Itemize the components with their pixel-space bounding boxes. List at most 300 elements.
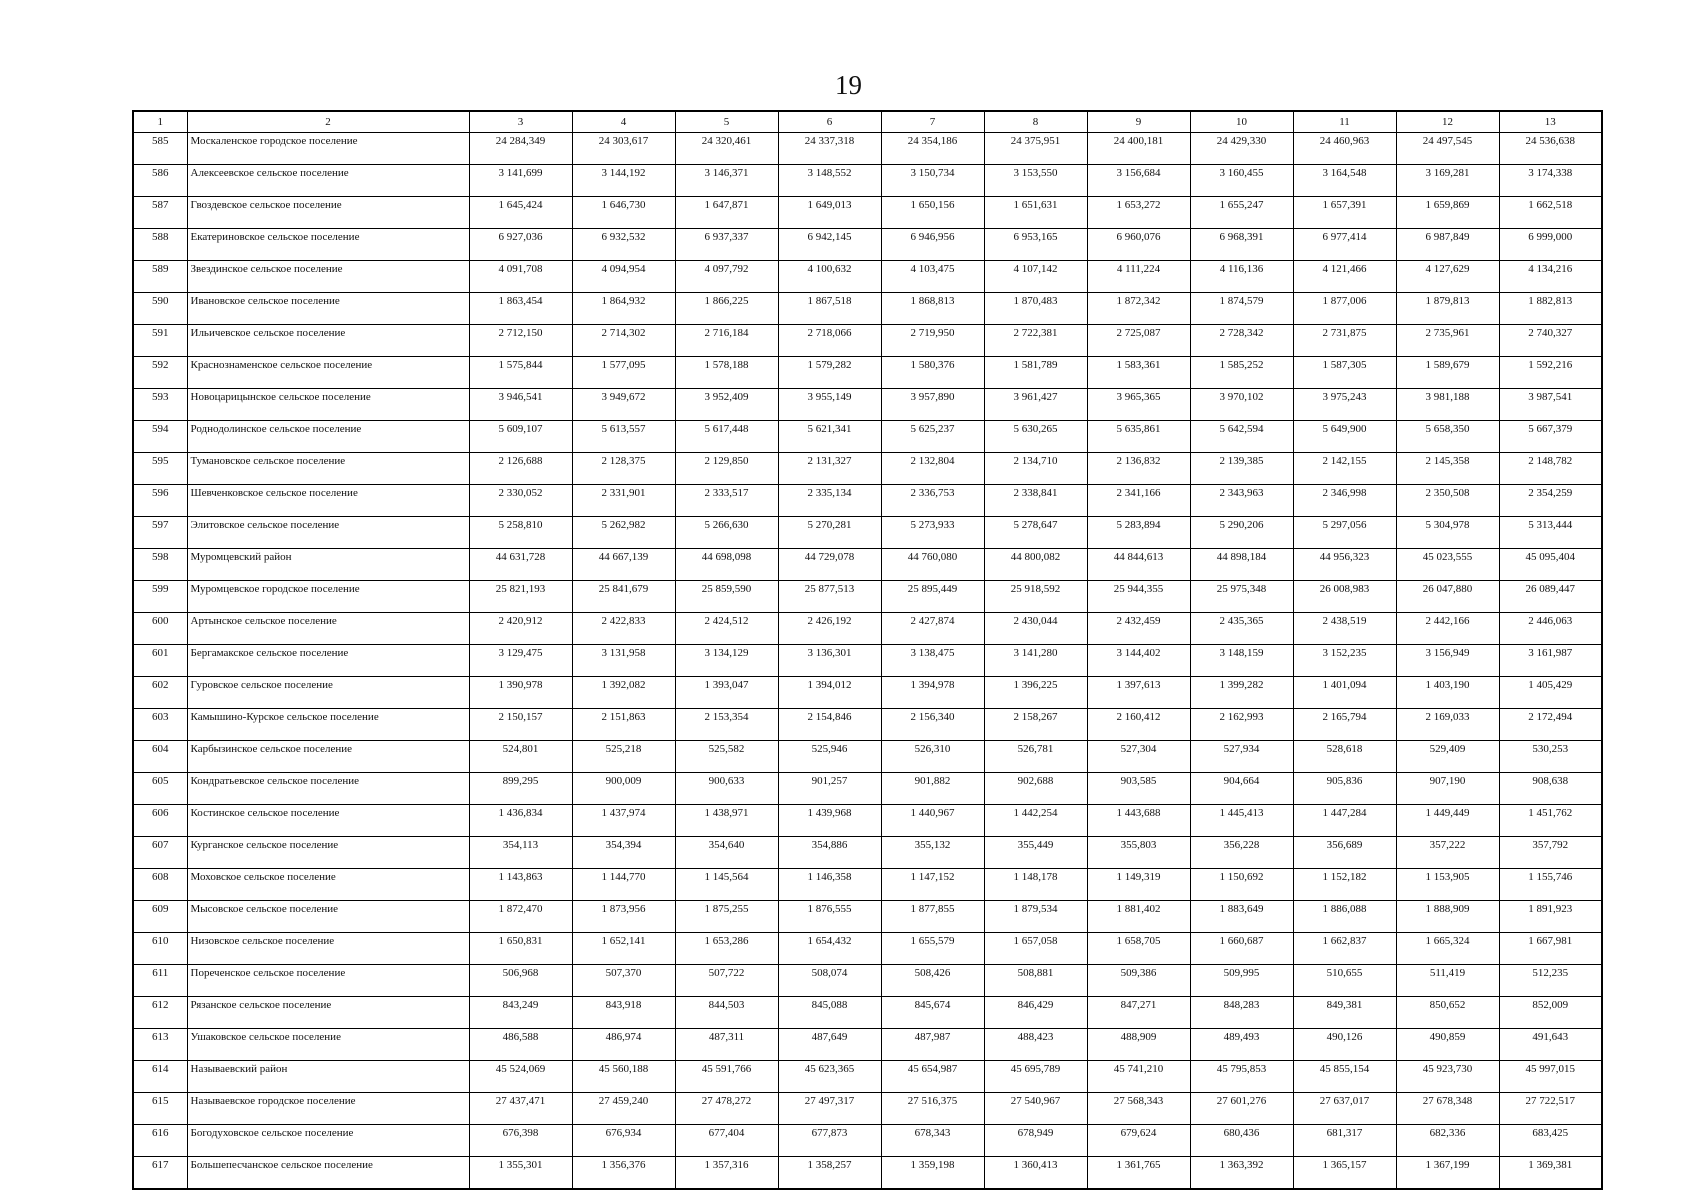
- row-number: 596: [133, 485, 187, 517]
- value-cell: 1 396,225: [984, 677, 1087, 709]
- value-cell: 24 460,963: [1293, 133, 1396, 165]
- page-number: 19: [835, 70, 862, 100]
- value-cell: 4 111,224: [1087, 261, 1190, 293]
- value-cell: 6 968,391: [1190, 229, 1293, 261]
- value-cell: 4 134,216: [1499, 261, 1602, 293]
- value-cell: 3 131,958: [572, 645, 675, 677]
- value-cell: 1 655,579: [881, 933, 984, 965]
- value-cell: 5 658,350: [1396, 421, 1499, 453]
- value-cell: 27 437,471: [469, 1093, 572, 1125]
- value-cell: 44 667,139: [572, 549, 675, 581]
- table-row: [133, 229, 1602, 261]
- table-row: [133, 869, 1602, 901]
- value-cell: 904,664: [1190, 773, 1293, 805]
- value-cell: 3 152,235: [1293, 645, 1396, 677]
- header-cell: 3: [469, 111, 572, 133]
- settlement-name: Ушаковское сельское поселение: [187, 1029, 469, 1061]
- value-cell: 2 712,150: [469, 325, 572, 357]
- value-cell: 1 437,974: [572, 805, 675, 837]
- settlement-name: Карбызинское сельское поселение: [187, 741, 469, 773]
- value-cell: 1 360,413: [984, 1157, 1087, 1190]
- settlement-name: Моховское сельское поселение: [187, 869, 469, 901]
- value-cell: 3 136,301: [778, 645, 881, 677]
- value-cell: 2 335,134: [778, 485, 881, 517]
- settlement-name: Кондратьевское сельское поселение: [187, 773, 469, 805]
- value-cell: 2 438,519: [1293, 613, 1396, 645]
- table-row: [133, 773, 1602, 805]
- value-cell: 2 740,327: [1499, 325, 1602, 357]
- value-cell: 1 359,198: [881, 1157, 984, 1190]
- table-row: [133, 549, 1602, 581]
- value-cell: 680,436: [1190, 1125, 1293, 1157]
- value-cell: 44 729,078: [778, 549, 881, 581]
- row-number: 600: [133, 613, 187, 645]
- value-cell: 5 649,900: [1293, 421, 1396, 453]
- value-cell: 525,582: [675, 741, 778, 773]
- value-cell: 676,398: [469, 1125, 572, 1157]
- settlement-name: Артынское сельское поселение: [187, 613, 469, 645]
- value-cell: 508,881: [984, 965, 1087, 997]
- value-cell: 1 652,141: [572, 933, 675, 965]
- value-cell: 1 872,470: [469, 901, 572, 933]
- value-cell: 45 997,015: [1499, 1061, 1602, 1093]
- value-cell: 25 859,590: [675, 581, 778, 613]
- value-cell: 1 646,730: [572, 197, 675, 229]
- value-cell: 1 665,324: [1396, 933, 1499, 965]
- settlement-name: Новоцарицынское сельское поселение: [187, 389, 469, 421]
- value-cell: 1 443,688: [1087, 805, 1190, 837]
- value-cell: 3 138,475: [881, 645, 984, 677]
- settlement-name: Пореченское сельское поселение: [187, 965, 469, 997]
- value-cell: 2 330,052: [469, 485, 572, 517]
- value-cell: 1 393,047: [675, 677, 778, 709]
- value-cell: 5 635,861: [1087, 421, 1190, 453]
- value-cell: 3 164,548: [1293, 165, 1396, 197]
- settlement-name: Гвоздевское сельское поселение: [187, 197, 469, 229]
- value-cell: 3 148,552: [778, 165, 881, 197]
- value-cell: 2 162,993: [1190, 709, 1293, 741]
- value-cell: 1 447,284: [1293, 805, 1396, 837]
- value-cell: 1 863,454: [469, 293, 572, 325]
- row-number: 605: [133, 773, 187, 805]
- settlement-name: Называевский район: [187, 1061, 469, 1093]
- settlement-name: Богодуховское сельское поселение: [187, 1125, 469, 1157]
- value-cell: 1 659,869: [1396, 197, 1499, 229]
- value-cell: 45 023,555: [1396, 549, 1499, 581]
- value-cell: 908,638: [1499, 773, 1602, 805]
- table-row: [133, 1093, 1602, 1125]
- value-cell: 508,426: [881, 965, 984, 997]
- settlement-name: Камышино-Курское сельское поселение: [187, 709, 469, 741]
- value-cell: 1 875,255: [675, 901, 778, 933]
- row-number: 610: [133, 933, 187, 965]
- value-cell: 2 343,963: [1190, 485, 1293, 517]
- settlement-name: Муромцевское городское поселение: [187, 581, 469, 613]
- row-number: 593: [133, 389, 187, 421]
- value-cell: 3 174,338: [1499, 165, 1602, 197]
- value-cell: 1 651,631: [984, 197, 1087, 229]
- table-row: [133, 613, 1602, 645]
- value-cell: 27 678,348: [1396, 1093, 1499, 1125]
- value-cell: 3 949,672: [572, 389, 675, 421]
- value-cell: 2 336,753: [881, 485, 984, 517]
- value-cell: 6 953,165: [984, 229, 1087, 261]
- value-cell: 527,304: [1087, 741, 1190, 773]
- value-cell: 1 397,613: [1087, 677, 1190, 709]
- value-cell: 1 148,178: [984, 869, 1087, 901]
- row-number: 598: [133, 549, 187, 581]
- value-cell: 678,343: [881, 1125, 984, 1157]
- settlement-name: Шевченковское сельское поселение: [187, 485, 469, 517]
- value-cell: 6 999,000: [1499, 229, 1602, 261]
- value-cell: 1 146,358: [778, 869, 881, 901]
- table-row: [133, 133, 1602, 165]
- value-cell: 487,987: [881, 1029, 984, 1061]
- value-cell: 843,918: [572, 997, 675, 1029]
- value-cell: 1 587,305: [1293, 357, 1396, 389]
- settlement-name: Москаленское городское поселение: [187, 133, 469, 165]
- value-cell: 848,283: [1190, 997, 1293, 1029]
- value-cell: 507,370: [572, 965, 675, 997]
- value-cell: 45 695,789: [984, 1061, 1087, 1093]
- value-cell: 681,317: [1293, 1125, 1396, 1157]
- settlement-name: Курганское сельское поселение: [187, 837, 469, 869]
- value-cell: 1 583,361: [1087, 357, 1190, 389]
- settlement-name: Гуровское сельское поселение: [187, 677, 469, 709]
- value-cell: 905,836: [1293, 773, 1396, 805]
- row-number: 591: [133, 325, 187, 357]
- value-cell: 2 150,157: [469, 709, 572, 741]
- value-cell: 907,190: [1396, 773, 1499, 805]
- value-cell: 2 151,863: [572, 709, 675, 741]
- table-row: [133, 197, 1602, 229]
- value-cell: 487,311: [675, 1029, 778, 1061]
- row-number: 607: [133, 837, 187, 869]
- value-cell: 512,235: [1499, 965, 1602, 997]
- settlement-name: Ильичевское сельское поселение: [187, 325, 469, 357]
- value-cell: 900,633: [675, 773, 778, 805]
- settlement-name: Ивановское сельское поселение: [187, 293, 469, 325]
- table-body: [133, 111, 1602, 1189]
- value-cell: 2 346,998: [1293, 485, 1396, 517]
- value-cell: 45 654,987: [881, 1061, 984, 1093]
- value-cell: 1 147,152: [881, 869, 984, 901]
- value-cell: 1 392,082: [572, 677, 675, 709]
- value-cell: 6 937,337: [675, 229, 778, 261]
- value-cell: 25 895,449: [881, 581, 984, 613]
- value-cell: 1 647,871: [675, 197, 778, 229]
- value-cell: 45 795,853: [1190, 1061, 1293, 1093]
- value-cell: 852,009: [1499, 997, 1602, 1029]
- value-cell: 357,222: [1396, 837, 1499, 869]
- settlement-name: Низовское сельское поселение: [187, 933, 469, 965]
- table-row: [133, 1029, 1602, 1061]
- value-cell: 5 290,206: [1190, 517, 1293, 549]
- value-cell: 45 623,365: [778, 1061, 881, 1093]
- value-cell: 3 141,699: [469, 165, 572, 197]
- value-cell: 4 116,136: [1190, 261, 1293, 293]
- value-cell: 3 965,365: [1087, 389, 1190, 421]
- value-cell: 2 716,184: [675, 325, 778, 357]
- value-cell: 25 975,348: [1190, 581, 1293, 613]
- value-cell: 1 445,413: [1190, 805, 1293, 837]
- value-cell: 677,873: [778, 1125, 881, 1157]
- value-cell: 3 134,129: [675, 645, 778, 677]
- data-table: [132, 110, 1603, 1190]
- value-cell: 489,493: [1190, 1029, 1293, 1061]
- value-cell: 1 449,449: [1396, 805, 1499, 837]
- header-cell: 6: [778, 111, 881, 133]
- value-cell: 902,688: [984, 773, 1087, 805]
- value-cell: 2 142,155: [1293, 453, 1396, 485]
- value-cell: 1 145,564: [675, 869, 778, 901]
- row-number: 595: [133, 453, 187, 485]
- value-cell: 3 161,987: [1499, 645, 1602, 677]
- value-cell: 1 144,770: [572, 869, 675, 901]
- value-cell: 3 987,541: [1499, 389, 1602, 421]
- table-row: [133, 261, 1602, 293]
- value-cell: 1 575,844: [469, 357, 572, 389]
- value-cell: 2 333,517: [675, 485, 778, 517]
- value-cell: 3 156,949: [1396, 645, 1499, 677]
- value-cell: 24 429,330: [1190, 133, 1293, 165]
- row-number: 616: [133, 1125, 187, 1157]
- value-cell: 354,886: [778, 837, 881, 869]
- value-cell: 1 153,905: [1396, 869, 1499, 901]
- value-cell: 2 145,358: [1396, 453, 1499, 485]
- row-number: 615: [133, 1093, 187, 1125]
- value-cell: 1 438,971: [675, 805, 778, 837]
- value-cell: 510,655: [1293, 965, 1396, 997]
- value-cell: 2 350,508: [1396, 485, 1499, 517]
- settlement-name: Краснознаменское сельское поселение: [187, 357, 469, 389]
- settlement-name: Тумановское сельское поселение: [187, 453, 469, 485]
- table-row: [133, 837, 1602, 869]
- row-number: 608: [133, 869, 187, 901]
- value-cell: 44 800,082: [984, 549, 1087, 581]
- row-number: 589: [133, 261, 187, 293]
- value-cell: 25 944,355: [1087, 581, 1190, 613]
- value-cell: 27 516,375: [881, 1093, 984, 1125]
- value-cell: 5 642,594: [1190, 421, 1293, 453]
- value-cell: 2 718,066: [778, 325, 881, 357]
- value-cell: 1 580,376: [881, 357, 984, 389]
- value-cell: 1 585,252: [1190, 357, 1293, 389]
- value-cell: 2 136,832: [1087, 453, 1190, 485]
- value-cell: 490,859: [1396, 1029, 1499, 1061]
- value-cell: 2 420,912: [469, 613, 572, 645]
- value-cell: 24 400,181: [1087, 133, 1190, 165]
- value-cell: 6 946,956: [881, 229, 984, 261]
- value-cell: 24 320,461: [675, 133, 778, 165]
- value-cell: 3 169,281: [1396, 165, 1499, 197]
- value-cell: 526,310: [881, 741, 984, 773]
- value-cell: 2 722,381: [984, 325, 1087, 357]
- value-cell: 2 354,259: [1499, 485, 1602, 517]
- value-cell: 676,934: [572, 1125, 675, 1157]
- settlement-name: Бергамакское сельское поселение: [187, 645, 469, 677]
- value-cell: 1 657,058: [984, 933, 1087, 965]
- value-cell: 2 341,166: [1087, 485, 1190, 517]
- value-cell: 27 459,240: [572, 1093, 675, 1125]
- value-cell: 5 273,933: [881, 517, 984, 549]
- value-cell: 903,585: [1087, 773, 1190, 805]
- value-cell: 3 144,192: [572, 165, 675, 197]
- table-row: [133, 741, 1602, 773]
- value-cell: 1 874,579: [1190, 293, 1293, 325]
- value-cell: 1 150,692: [1190, 869, 1293, 901]
- value-cell: 506,968: [469, 965, 572, 997]
- row-number: 590: [133, 293, 187, 325]
- value-cell: 1 369,381: [1499, 1157, 1602, 1190]
- value-cell: 27 722,517: [1499, 1093, 1602, 1125]
- value-cell: 844,503: [675, 997, 778, 1029]
- row-number: 585: [133, 133, 187, 165]
- value-cell: 486,974: [572, 1029, 675, 1061]
- row-number: 601: [133, 645, 187, 677]
- value-cell: 843,249: [469, 997, 572, 1029]
- row-number: 614: [133, 1061, 187, 1093]
- value-cell: 45 741,210: [1087, 1061, 1190, 1093]
- value-cell: 683,425: [1499, 1125, 1602, 1157]
- value-cell: 45 923,730: [1396, 1061, 1499, 1093]
- row-number: 588: [133, 229, 187, 261]
- value-cell: 1 657,391: [1293, 197, 1396, 229]
- value-cell: 1 365,157: [1293, 1157, 1396, 1190]
- settlement-name: Большепесчанское сельское поселение: [187, 1157, 469, 1190]
- value-cell: 525,946: [778, 741, 881, 773]
- settlement-name: Мысовское сельское поселение: [187, 901, 469, 933]
- value-cell: 2 132,804: [881, 453, 984, 485]
- value-cell: 1 662,837: [1293, 933, 1396, 965]
- value-cell: 2 134,710: [984, 453, 1087, 485]
- value-cell: 4 094,954: [572, 261, 675, 293]
- value-cell: 2 735,961: [1396, 325, 1499, 357]
- value-cell: 27 540,967: [984, 1093, 1087, 1125]
- value-cell: 2 446,063: [1499, 613, 1602, 645]
- table-row: [133, 1157, 1602, 1190]
- value-cell: 1 155,746: [1499, 869, 1602, 901]
- settlement-name: Звездинское сельское поселение: [187, 261, 469, 293]
- value-cell: 3 144,402: [1087, 645, 1190, 677]
- value-cell: 490,126: [1293, 1029, 1396, 1061]
- table-row: [133, 357, 1602, 389]
- value-cell: 524,801: [469, 741, 572, 773]
- table-row: [133, 485, 1602, 517]
- row-number: 609: [133, 901, 187, 933]
- value-cell: 2 427,874: [881, 613, 984, 645]
- row-number: 592: [133, 357, 187, 389]
- table-row: [133, 517, 1602, 549]
- row-number: 599: [133, 581, 187, 613]
- value-cell: 3 970,102: [1190, 389, 1293, 421]
- value-cell: 5 667,379: [1499, 421, 1602, 453]
- value-cell: 3 975,243: [1293, 389, 1396, 421]
- value-cell: 677,404: [675, 1125, 778, 1157]
- value-cell: 356,689: [1293, 837, 1396, 869]
- value-cell: 487,649: [778, 1029, 881, 1061]
- value-cell: 526,781: [984, 741, 1087, 773]
- value-cell: 3 156,684: [1087, 165, 1190, 197]
- value-cell: 1 658,705: [1087, 933, 1190, 965]
- value-cell: 27 568,343: [1087, 1093, 1190, 1125]
- value-cell: 5 621,341: [778, 421, 881, 453]
- row-number: 587: [133, 197, 187, 229]
- value-cell: 1 589,679: [1396, 357, 1499, 389]
- value-cell: 4 107,142: [984, 261, 1087, 293]
- value-cell: 4 127,629: [1396, 261, 1499, 293]
- value-cell: 25 877,513: [778, 581, 881, 613]
- value-cell: 2 426,192: [778, 613, 881, 645]
- value-cell: 1 363,392: [1190, 1157, 1293, 1190]
- value-cell: 1 876,555: [778, 901, 881, 933]
- value-cell: 1 867,518: [778, 293, 881, 325]
- value-cell: 5 270,281: [778, 517, 881, 549]
- value-cell: 1 578,188: [675, 357, 778, 389]
- value-cell: 4 103,475: [881, 261, 984, 293]
- value-cell: 3 146,371: [675, 165, 778, 197]
- value-cell: 1 451,762: [1499, 805, 1602, 837]
- value-cell: 24 337,318: [778, 133, 881, 165]
- value-cell: 1 891,923: [1499, 901, 1602, 933]
- table-row: [133, 677, 1602, 709]
- value-cell: 1 882,813: [1499, 293, 1602, 325]
- header-cell: 8: [984, 111, 1087, 133]
- value-cell: 1 390,978: [469, 677, 572, 709]
- header-cell: 13: [1499, 111, 1602, 133]
- value-cell: 45 855,154: [1293, 1061, 1396, 1093]
- value-cell: 27 601,276: [1190, 1093, 1293, 1125]
- value-cell: 1 866,225: [675, 293, 778, 325]
- value-cell: 1 361,765: [1087, 1157, 1190, 1190]
- value-cell: 1 577,095: [572, 357, 675, 389]
- value-cell: 1 868,813: [881, 293, 984, 325]
- value-cell: 847,271: [1087, 997, 1190, 1029]
- value-cell: 527,934: [1190, 741, 1293, 773]
- value-cell: 1 143,863: [469, 869, 572, 901]
- value-cell: 2 435,365: [1190, 613, 1293, 645]
- value-cell: 528,618: [1293, 741, 1396, 773]
- row-number: 613: [133, 1029, 187, 1061]
- header-cell: 2: [187, 111, 469, 133]
- value-cell: 25 841,679: [572, 581, 675, 613]
- value-cell: 5 304,978: [1396, 517, 1499, 549]
- settlement-name: Рязанское сельское поселение: [187, 997, 469, 1029]
- value-cell: 27 478,272: [675, 1093, 778, 1125]
- value-cell: 2 165,794: [1293, 709, 1396, 741]
- value-cell: 508,074: [778, 965, 881, 997]
- header-row: [133, 111, 1602, 133]
- value-cell: 24 284,349: [469, 133, 572, 165]
- row-number: 586: [133, 165, 187, 197]
- value-cell: 5 262,982: [572, 517, 675, 549]
- value-cell: 509,995: [1190, 965, 1293, 997]
- settlement-name: Муромцевский район: [187, 549, 469, 581]
- value-cell: 1 872,342: [1087, 293, 1190, 325]
- value-cell: 6 977,414: [1293, 229, 1396, 261]
- value-cell: 44 698,098: [675, 549, 778, 581]
- value-cell: 2 731,875: [1293, 325, 1396, 357]
- value-cell: 1 879,813: [1396, 293, 1499, 325]
- value-cell: 44 844,613: [1087, 549, 1190, 581]
- value-cell: 1 439,968: [778, 805, 881, 837]
- value-cell: 1 401,094: [1293, 677, 1396, 709]
- value-cell: 1 357,316: [675, 1157, 778, 1190]
- value-cell: 1 653,272: [1087, 197, 1190, 229]
- value-cell: 3 952,409: [675, 389, 778, 421]
- value-cell: 3 957,890: [881, 389, 984, 421]
- value-cell: 1 442,254: [984, 805, 1087, 837]
